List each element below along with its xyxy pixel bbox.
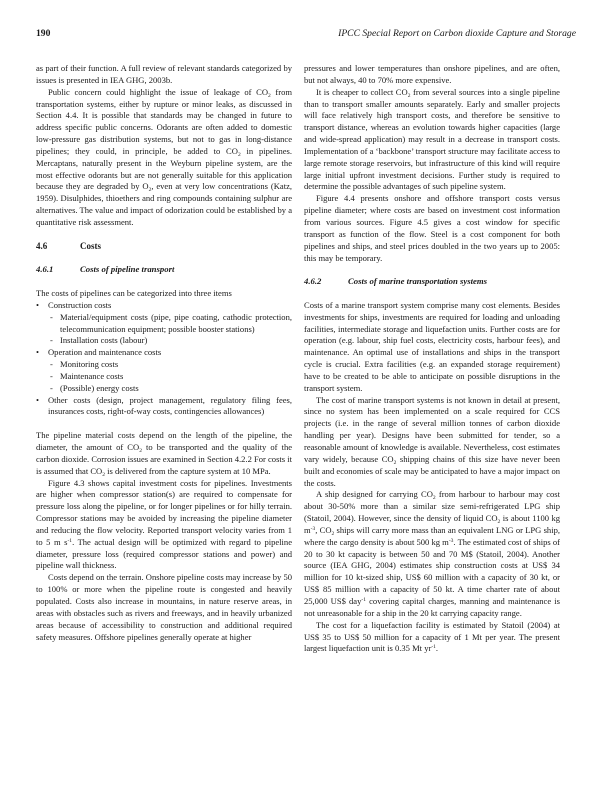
list-intro: The costs of pipelines can be categorized into three items <box>36 288 232 299</box>
paragraph: The pipeline material costs depend on the length of the pipeline, the diameter, the amount of $CO_2$ to be transported and the quality of the carbon dioxide. Corrosion issues are examined in Section 4.2.2 For costs it is assumed that $CO_2$ is delivered from the capture system at 10 MPa. <box>36 430 293 478</box>
paragraph: Costs of a marine transport system comprise many cost elements. Besides investments for ships, investments are required for loading and unloading facilities, intermediate storage and liquefaction units. Further costs are for operation (e.g. labour, ship fuel costs, electricity costs, harbour fees), and maintenance. An optimal use of installations and ships in the transport cycle is crucial. Extra facilities (e.g. an expanded storage requirement) have to be created to be able to anticipate on possible disruptions in the transport system. <box>304 299 560 393</box>
paragraph: Figure 4.4 presents onshore and offshore transport costs versus pipeline diameter; where costs are based on investment cost information from various sources. Figure 4.5 gives a cost window for specific transport as function of the flow. Steel is a cost component for both pipelines and ships, and steel prices doubled in the two years up to 2005: this may be temporary. <box>304 193 560 263</box>
sub-list-item: - (Possible) energy costs <box>48 383 292 395</box>
sub-list-item: - Maintenance costs <box>48 371 292 383</box>
section-heading-4-6 <box>36 241 292 253</box>
paragraph: It is cheaper to collect $CO_2$ from several sources into a single pipeline than to transport smaller amounts separately. Early and smaller projects will face relatively high transport costs, and therefore be sensitive to transport distance, whereas an evolution towards higher capacities (large and wide-spread application) may result in a decrease in transport costs. Implementation of a ‘backbone’ transport structure may facilitate access to large remote storage reservoirs, but infrastructure of this kind will require large initial upfront investment decisions. Further study is required to determine the possible advantages of such pipeline system. <box>304 86 560 192</box>
sub-list-item: - Monitoring costs <box>48 359 292 371</box>
subsection-heading-4-6-2 <box>304 276 560 288</box>
subsection-title: Costs of marine transportation systems <box>348 276 488 287</box>
subsection-title: Costs of pipeline transport <box>80 264 175 275</box>
paragraph: The cost of marine transport systems is not known in detail at present, since no system has been implemented on a scale required for CCS projects (i.e. in the range of several million tonnes of carbon dioxide handling per year). Designs have been submitted for tender, so a reasonable amount of knowledge is available. Nevertheless, cost estimates vary widely, because $CO_2$ shipping chains of this size have never been built and economies of scale may be anticipated to have a major impact on the costs. <box>304 394 560 488</box>
paragraph: A ship designed for carrying $CO_2$ from harbour to harbour may cost about 30-50% more than a similar size semi-refrigerated LPG ship (Statoil, 2004). However, since the density of liquid $CO_2$ is about 1100 kg $m^{-3}$, $CO_2$ ships will carry more mass than an equivalent LNG or LPG ship, where the cargo density is about 500 kg $m^{-3}$. The estimated cost of ships of 20 to 30 kt capacity is between 50 and 70 M$ (Statoil, 2004). Another source (IEA GHG, 2004) estimates ship construction costs at US$ 34 million for 10 kt-sized ship, US$ 60 million with a capacity of 30 kt, or US$ 85 million with a capacity of 50 kt. A time charter rate of about 25,000 US$ day$^{-1}$ covering capital charges, manning and maintenance is not unreasonable for a ship in the 20 kt carrying capacity range. <box>304 489 560 618</box>
list-item: • Other costs (design, project management, regulatory filing fees, insurances costs, right-of-way costs, contingencies allowances) <box>36 395 292 419</box>
sub-list-item: - Installation costs (labour) <box>48 335 292 347</box>
right-column <box>304 63 560 655</box>
left-column <box>36 63 292 643</box>
cost-list <box>36 300 292 418</box>
list-item: • Construction costs - Material/equipment costs (pipe, pipe coating, cathodic protection, telecommunication equipment; possible booster stations) - Installation costs (labour) <box>36 300 292 347</box>
paragraph: Figure 4.3 shows capital investment costs for pipelines. Investments are higher when compressor station(s) are required to compensate for pressure loss along the pipeline, or for longer pipelines or for hilly terrain. Compressor stations may be avoided by increasing the pipeline diameter and reducing the flow velocity. Reported transport velocity varies from 1 to 5 m $s^{-1}$. The actual design will be optimized with regard to pipeline diameter, pressure loss (required compressor stations and power) and pipeline wall thickness. <box>36 477 292 571</box>
paragraph: The cost for a liquefaction facility is estimated by Statoil (2004) at US$ 35 to US$ 50 million for a capacity of 1 Mt per year. The present largest liquefaction unit is 0.35 Mt $yr^{-1}$. <box>304 619 560 654</box>
sub-list-item: - Material/equipment costs (pipe, pipe coating, cathodic protection, telecommunication equipment; possible booster stations) <box>48 312 292 336</box>
list-item: • Operation and maintenance costs - Monitoring costs - Maintenance costs - (Possible) energy costs <box>36 347 292 394</box>
paragraph: Public concern could highlight the issue of leakage of $CO_2$ from transportation systems, either by rupture or minor leaks, as discussed in Section 4.4. It is possible that standards may be changed in future to address specific public concerns. Odorants are often added to domestic low-pressure gas distribution systems, but not to gas in long-distance pipelines; they could, in principle, be added to $CO_2$ in pipelines. Mercaptans, naturally present in the Weyburn pipeline system, are the most effective odorants but are not generally suitable for this application because they are degraded by $O_2$, even at very low concentrations (Katz, 1959). Disulphides, thioethers and ring compounds containing sulphur are alternatives. The value and impact of odorization could be established by a quantitative risk assessment. <box>36 86 293 227</box>
running-title: IPCC Special Report on Carbon dioxide Capture and Storage <box>338 28 576 39</box>
paragraph: pressures and lower temperatures than onshore pipelines, and are often, but not always, 40 to 70% more expensive. <box>304 63 560 85</box>
page-number: 190 <box>36 28 51 39</box>
paragraph: Costs depend on the terrain. Onshore pipeline costs may increase by 50 to 100% or more when the pipeline route is congested and heavily populated. Costs also increase in mountains, in nature reserve areas, in areas with obstacles such as rivers and freeways, and in heavily urbanized areas because of accessibility to construction and additional required safety measures. Offshore pipelines generally operate at higher <box>36 572 292 642</box>
subsection-number: 4.6.1 <box>36 264 54 275</box>
paragraph: as part of their function. A full review of relevant standards categorized by issues is presented in IEA GHG, 2003b. <box>36 63 292 85</box>
page-header <box>36 28 576 42</box>
section-title: Costs <box>80 240 102 251</box>
section-number: 4.6 <box>36 240 48 251</box>
subsection-number: 4.6.2 <box>304 276 322 287</box>
subsection-heading-4-6-1 <box>36 264 292 276</box>
